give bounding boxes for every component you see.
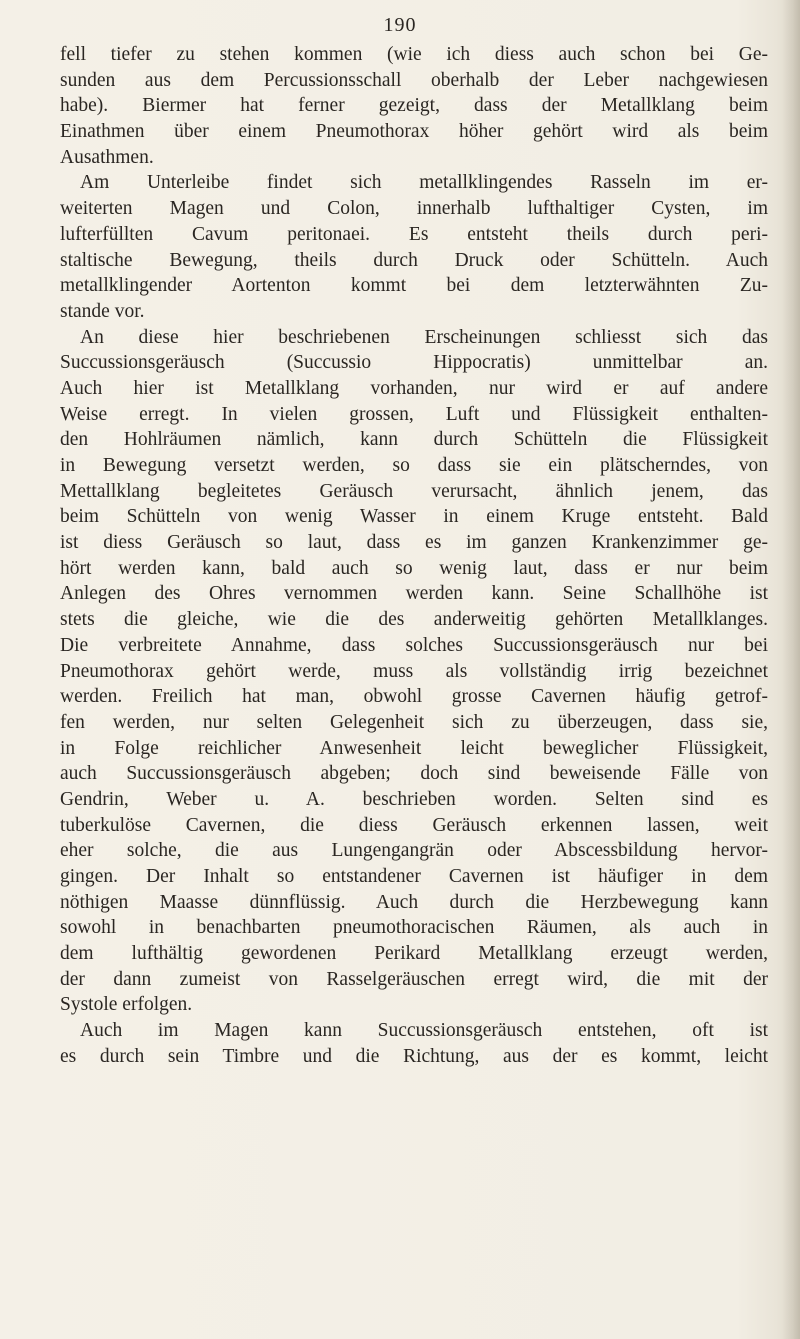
text-line: in Bewegung versetzt werden, so dass sie ein plätscherndes, von: [60, 455, 768, 476]
text-line: es durch sein Timbre und die Richtung, aus der es kommt, leicht: [60, 1045, 768, 1067]
text-line: Ausathmen.: [60, 146, 154, 168]
text-line: Einathmen über einem Pneumothorax höher gehört wird als beim: [60, 121, 768, 143]
text-line: ist diess Geräusch so laut, dass es im ganzen Krankenzimmer ge-: [60, 532, 768, 554]
text-line: sowohl in benachbarten pneumothoracischen Räumen, als auch in: [60, 917, 768, 939]
text-line: metallklingender Aortenton kommt bei dem letzterwähnten Zu-: [60, 275, 768, 297]
text-line: dem lufthältig gewordenen Perikard Metallklang erzeugt werden,: [60, 943, 768, 965]
text-line: fell tiefer zu stehen kommen (wie ich diess auch schon bei Ge-: [60, 44, 768, 65]
text-line: sunden aus dem Percussionsschall oberhalb der Leber nachgewiesen: [60, 69, 768, 91]
text-line: werden. Freilich hat man, obwohl grosse Cavernen häufig getrof-: [60, 686, 768, 708]
body-text: [60, 42, 768, 1070]
text-line: gingen. Der Inhalt so entstandener Cavernen ist häufiger in dem: [60, 866, 768, 887]
paragraph-start-line: Am Unterleibe findet sich metallklingendes Rasseln im er-: [80, 172, 768, 194]
text-line: stets die gleiche, wie die des anderweitig gehörten Metallklanges.: [60, 609, 768, 631]
text-line: nöthigen Maasse dünnflüssig. Auch durch die Herzbewegung kann: [60, 891, 768, 913]
text-line: Auch hier ist Metallklang vorhanden, nur wird er auf andere: [60, 377, 768, 399]
text-line: staltische Bewegung, theils durch Druck oder Schütteln. Auch: [60, 249, 768, 271]
text-line: der dann zumeist von Rasselgeräuschen erregt wird, die mit der: [60, 968, 768, 990]
text-line: stande vor.: [60, 300, 145, 322]
paragraph-start-line: Auch im Magen kann Succussionsgeräusch entstehen, oft ist: [80, 1020, 768, 1042]
page-edge-shadow: [782, 0, 800, 1339]
text-line: Weise erregt. In vielen grossen, Luft und Flüssigkeit enthalten-: [60, 403, 768, 425]
text-line: weiterten Magen und Colon, innerhalb lufthaltiger Cysten, im: [60, 198, 768, 220]
page-number: 190: [383, 14, 417, 36]
text-line: beim Schütteln von wenig Wasser in einem Kruge entsteht. Bald: [60, 506, 768, 528]
text-line: Mettallklang begleitetes Geräusch verursacht, ähnlich jenem, das: [60, 480, 768, 502]
text-line: Die verbreitete Annahme, dass solches Succussionsgeräusch nur bei: [60, 634, 768, 656]
text-line: fen werden, nur selten Gelegenheit sich zu überzeugen, dass sie,: [60, 711, 768, 733]
text-line: Systole erfolgen.: [60, 994, 193, 1016]
text-line: eher solche, die aus Lungengangrän oder Abscessbildung hervor-: [60, 840, 768, 862]
text-line: Anlegen des Ohres vernommen werden kann. Seine Schallhöhe ist: [60, 583, 768, 605]
text-line: lufterfüllten Cavum peritonaei. Es entsteht theils durch peri-: [60, 223, 768, 245]
text-line: in Folge reichlicher Anwesenheit leicht beweglicher Flüssigkeit,: [60, 737, 768, 759]
text-line: tuberkulöse Cavernen, die diess Geräusch erkennen lassen, weit: [60, 814, 768, 836]
text-line: Gendrin, Weber u. A. beschrieben worden. Selten sind es: [60, 788, 768, 810]
text-line: den Hohlräumen nämlich, kann durch Schütteln die Flüssigkeit: [60, 429, 768, 451]
text-line: Succussionsgeräusch (Succussio Hippocratis) unmittelbar an.: [60, 352, 768, 374]
text-line: Pneumothorax gehört werde, muss als vollständig irrig bezeichnet: [60, 660, 768, 682]
text-line: auch Succussionsgeräusch abgeben; doch sind beweisende Fälle von: [60, 763, 768, 785]
paragraph-start-line: An diese hier beschriebenen Erscheinungen schliesst sich das: [80, 326, 768, 348]
text-line: habe). Biermer hat ferner gezeigt, dass der Metallklang beim: [60, 95, 768, 117]
text-line: hört werden kann, bald auch so wenig laut, dass er nur beim: [60, 557, 768, 579]
